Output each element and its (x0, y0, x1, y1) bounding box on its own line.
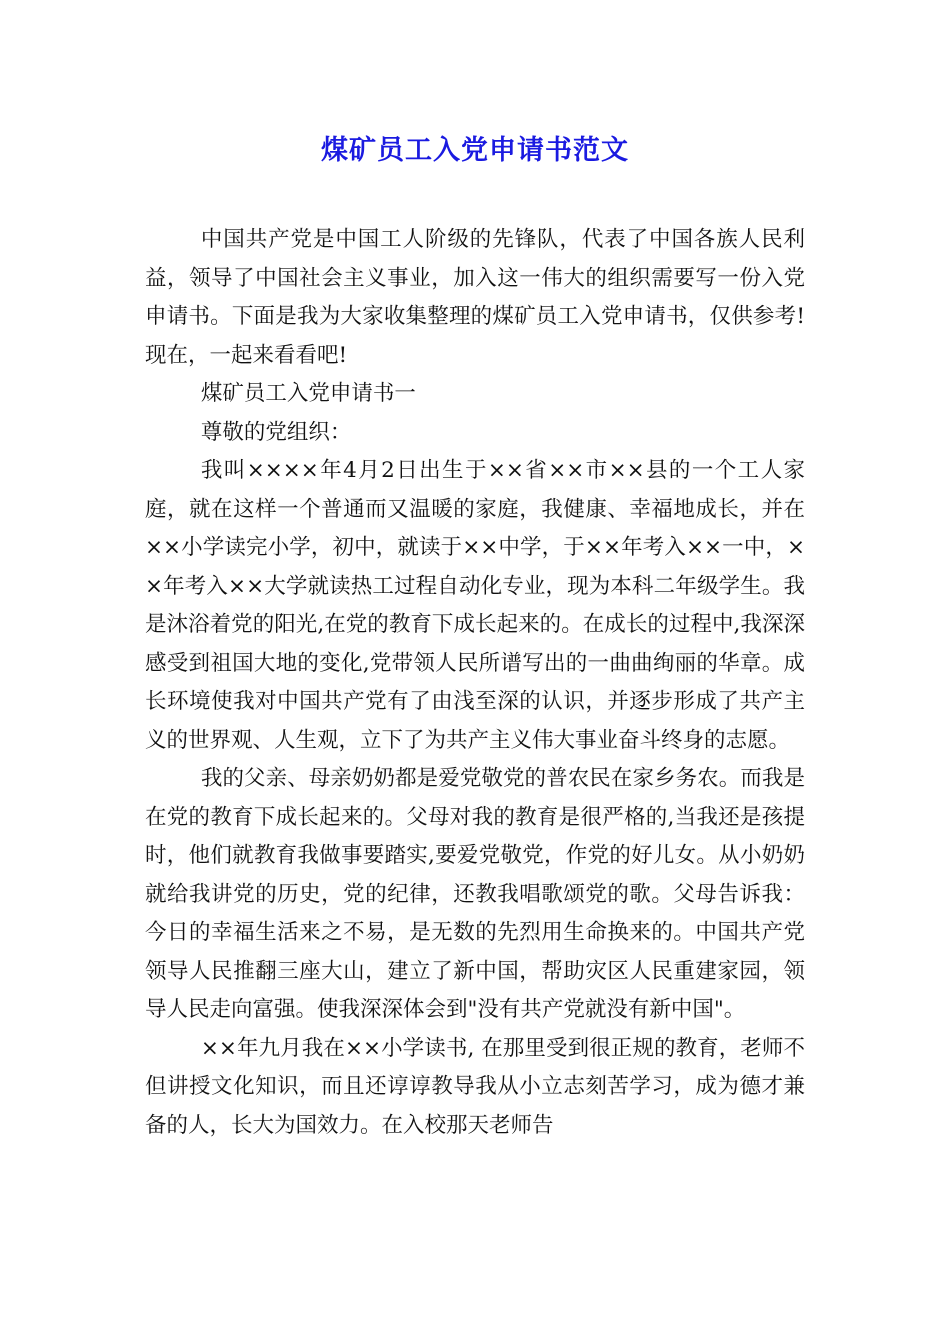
section-heading: 煤矿员工入党申请书一 (200, 381, 416, 406)
salutation: 尊敬的党组织： (200, 419, 352, 445)
intro-paragraph: 中国共产党是中国工人阶级的先锋队，代表了中国各族人民利益，领导了中国社会主义事业，加入这一伟大的组织需要写一份入党申请书。下面是我为大家收集整理的煤矿员工入党申请书，仅供参考!现在，一起来看看吧! (145, 227, 805, 368)
document-body (145, 221, 805, 1145)
body-paragraph: 我的父亲、母亲奶奶都是爱党敬党的普农民在家乡务农。而我是在党的教育下成长起来的。父母对我的教育是很严格的,当我还是孩提时，他们就教育我做事要踏实,要爱党敬党，作党的好儿女。从小奶奶就给我讲党的历史，党的纪律，还教我唱歌颂党的歌。父母告诉我：今日的幸福生活来之不易，是无数的先烈用生命换来的。中国共产党领导人民推翻三座大山，建立了新中国，帮助灾区人民重建家园，领导人民走向富强。使我深深体会到"没有共产党就没有新中国"。 (145, 766, 805, 1022)
document-title: 煤矿员工入党申请书范文 (321, 135, 629, 166)
body-paragraph: 我叫××××年4月2日出生于××省××市××县的一个工人家庭，就在这样一个普通而又温暖的家庭，我健康、幸福地成长，并在××小学读完小学，初中，就读于××中学，于××年考入××一中，××年考入××大学就读热工过程自动化专业，现为本科二年级学生。我是沐浴着党的阳光,在党的教育下成长起来的。在成长的过程中,我深深感受到祖国大地的变化,党带领人民所谱写出的一曲曲绚丽的华章。成长环境使我对中国共产党有了由浅至深的认识，并逐步形成了共产主义的世界观、人生观，立下了为共产主义伟大事业奋斗终身的志愿。 (145, 458, 805, 753)
body-paragraph: ××年九月我在××小学读书, 在那里受到很正规的教育，老师不但讲授文化知识，而且还谆谆教导我从小立志刻苦学习，成为德才兼备的人，长大为国效力。在入校那天老师告 (145, 1035, 805, 1138)
